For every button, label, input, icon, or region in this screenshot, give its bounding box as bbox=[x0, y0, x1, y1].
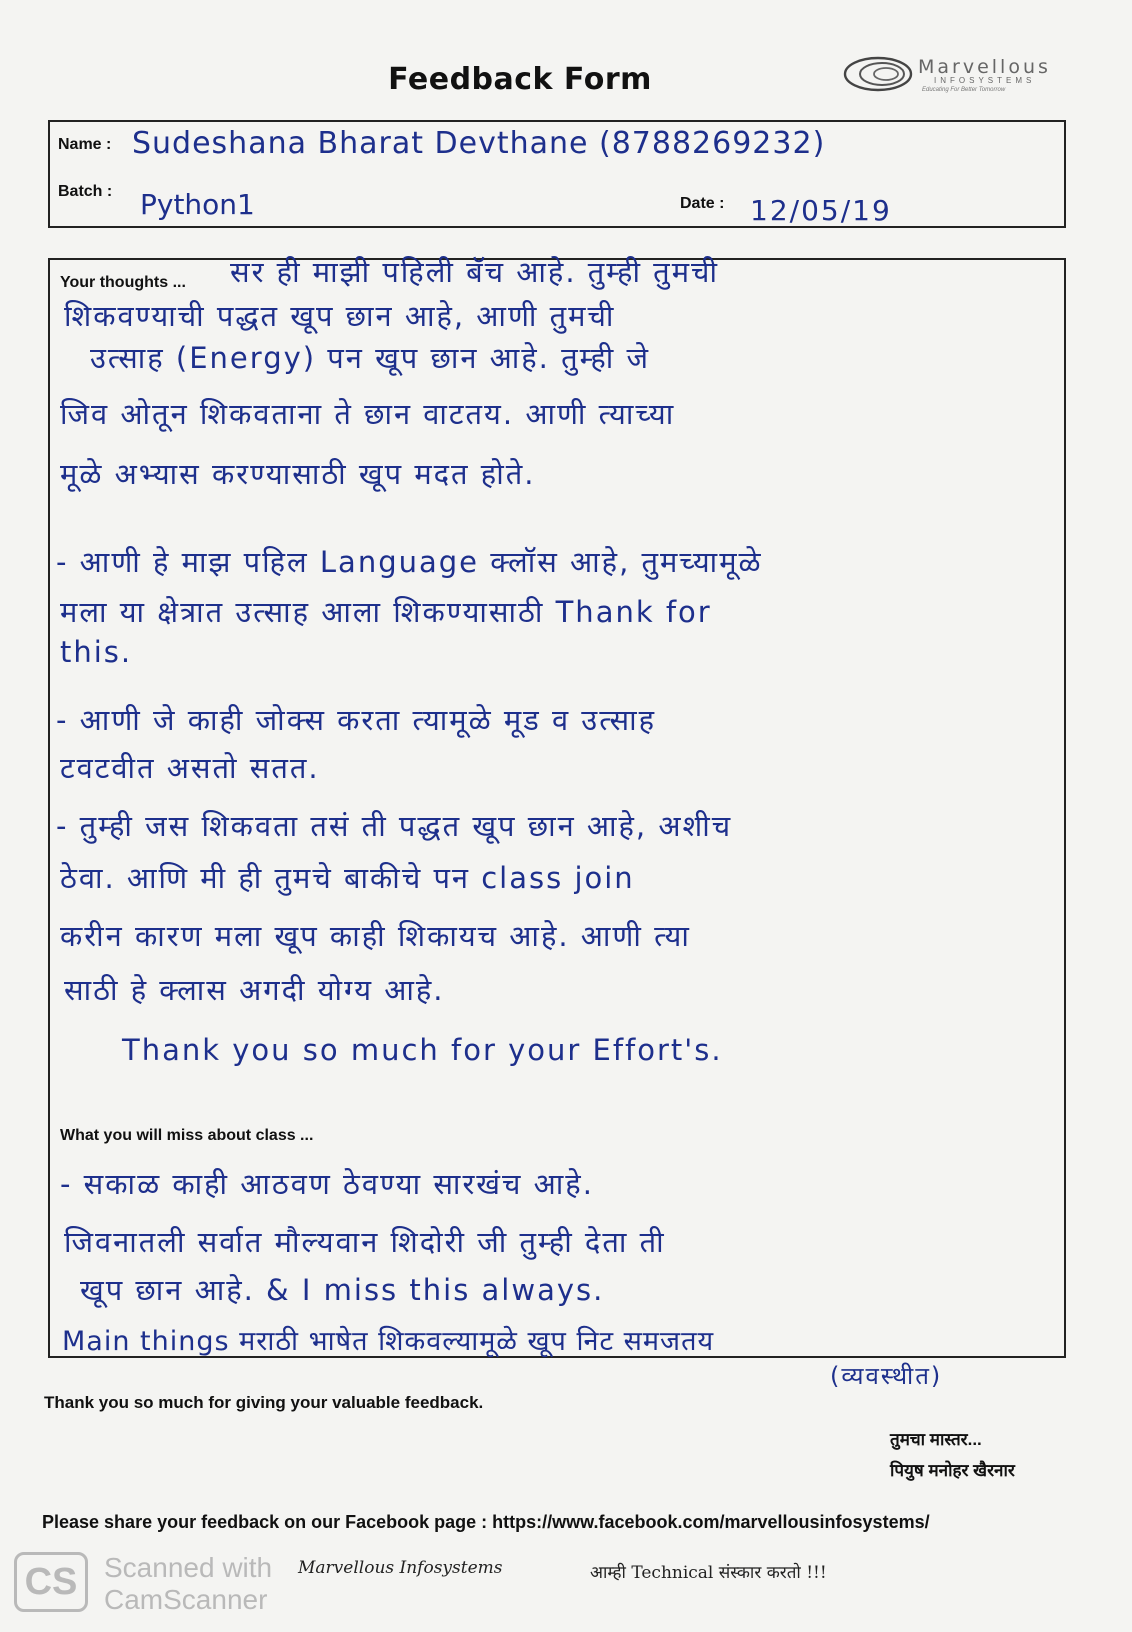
name-label: Name : bbox=[58, 136, 112, 153]
signature-line-2: पियुष मनोहर खैरनार bbox=[890, 1461, 1015, 1480]
batch-value: Python1 bbox=[140, 188, 255, 221]
footer-slogan: आम्ही Technical संस्कार करतो !!! bbox=[590, 1563, 827, 1583]
signature-line-1: तुमचा मास्तर... bbox=[890, 1430, 982, 1449]
feedback-box bbox=[48, 255, 1066, 1390]
thoughts-line: शिकवण्याची पद्धत खूप छान आहे, आणी तुमची bbox=[64, 299, 616, 333]
name-value: Sudeshana Bharat Devthane (8788269232) bbox=[132, 126, 826, 161]
thoughts-line: साठी हे क्लास अगदी योग्य आहे. bbox=[64, 973, 445, 1007]
thoughts-line: उत्साह (Energy) पन खूप छान आहे. तुम्ही जे bbox=[90, 341, 651, 375]
miss-label: What you will miss about class ... bbox=[60, 1127, 314, 1144]
thoughts-line: - तुम्ही जस शिकवता तसं ती पद्धत खूप छान आहे, अशीच bbox=[56, 809, 733, 843]
scanner-line-1: Scanned with bbox=[104, 1552, 273, 1583]
thoughts-line: मला या क्षेत्रात उत्साह आला शिकण्यासाठी Thank for bbox=[60, 595, 712, 629]
thoughts-line: करीन कारण मला खूप काही शिकायच आहे. आणी त्या bbox=[60, 919, 691, 953]
thoughts-line: this. bbox=[60, 635, 133, 669]
camscanner-logo-icon: CS bbox=[14, 1552, 88, 1612]
miss-line: खूप छान आहे. & I miss this always. bbox=[80, 1273, 605, 1307]
thoughts-label: Your thoughts ... bbox=[60, 274, 186, 291]
thoughts-line: Thank you so much for your Effort's. bbox=[122, 1033, 723, 1067]
date-value: 12/05/19 bbox=[750, 194, 892, 227]
swirl-logo-icon bbox=[842, 54, 914, 94]
date-label: Date : bbox=[680, 195, 725, 212]
form-title: Feedback Form bbox=[388, 62, 652, 97]
miss-line: जिवनातली सर्वात मौल्यवान शिदोरी जी तुम्ही देता ती bbox=[64, 1225, 666, 1259]
facebook-text: Please share your feedback on our Facebook page : https://www.facebook.com/marvellousinfosystems/ bbox=[42, 1512, 930, 1532]
thoughts-line: जिव ओतून शिकवताना ते छान वाटतय. आणी त्याच्या bbox=[60, 397, 676, 431]
marvellous-logo bbox=[842, 52, 1097, 102]
batch-label: Batch : bbox=[58, 183, 113, 200]
logo-brand: Marvellous bbox=[918, 56, 1051, 78]
thoughts-line: ठेवा. आणि मी ही तुमचे बाकीचे पन class join bbox=[60, 861, 635, 895]
thoughts-line: सर ही माझी पहिली बॅच आहे. तुम्ही तुमची bbox=[230, 255, 719, 289]
miss-line: (व्यवस्थीत) bbox=[830, 1362, 943, 1390]
scanner-line-2: CamScanner bbox=[104, 1584, 268, 1615]
logo-sub: INFOSYSTEMS bbox=[934, 76, 1036, 85]
thoughts-line: मूळे अभ्यास करण्यासाठी खूप मदत होते. bbox=[60, 457, 536, 491]
thoughts-line: - आणी जे काही जोक्स करता त्यामूळे मूड व उत्साह bbox=[56, 703, 656, 737]
miss-line: - सकाळ काही आठवण ठेवण्या सारखंच आहे. bbox=[60, 1167, 594, 1201]
thoughts-line: टवटवीत असतो सतत. bbox=[60, 751, 320, 785]
thoughts-line: - आणी हे माझ पहिल Language क्लॉस आहे, तुमच्यामूळे bbox=[56, 545, 763, 579]
info-box bbox=[48, 120, 1066, 228]
logo-tagline: Educating For Better Tomorrow bbox=[922, 87, 1006, 93]
footer-brand: Marvellous Infosystems bbox=[298, 1558, 503, 1578]
miss-line: Main things मराठी भाषेत शिकवल्यामूळे खूप निट समजतय bbox=[62, 1326, 715, 1357]
closing-text: Thank you so much for giving your valuable feedback. bbox=[44, 1393, 484, 1412]
